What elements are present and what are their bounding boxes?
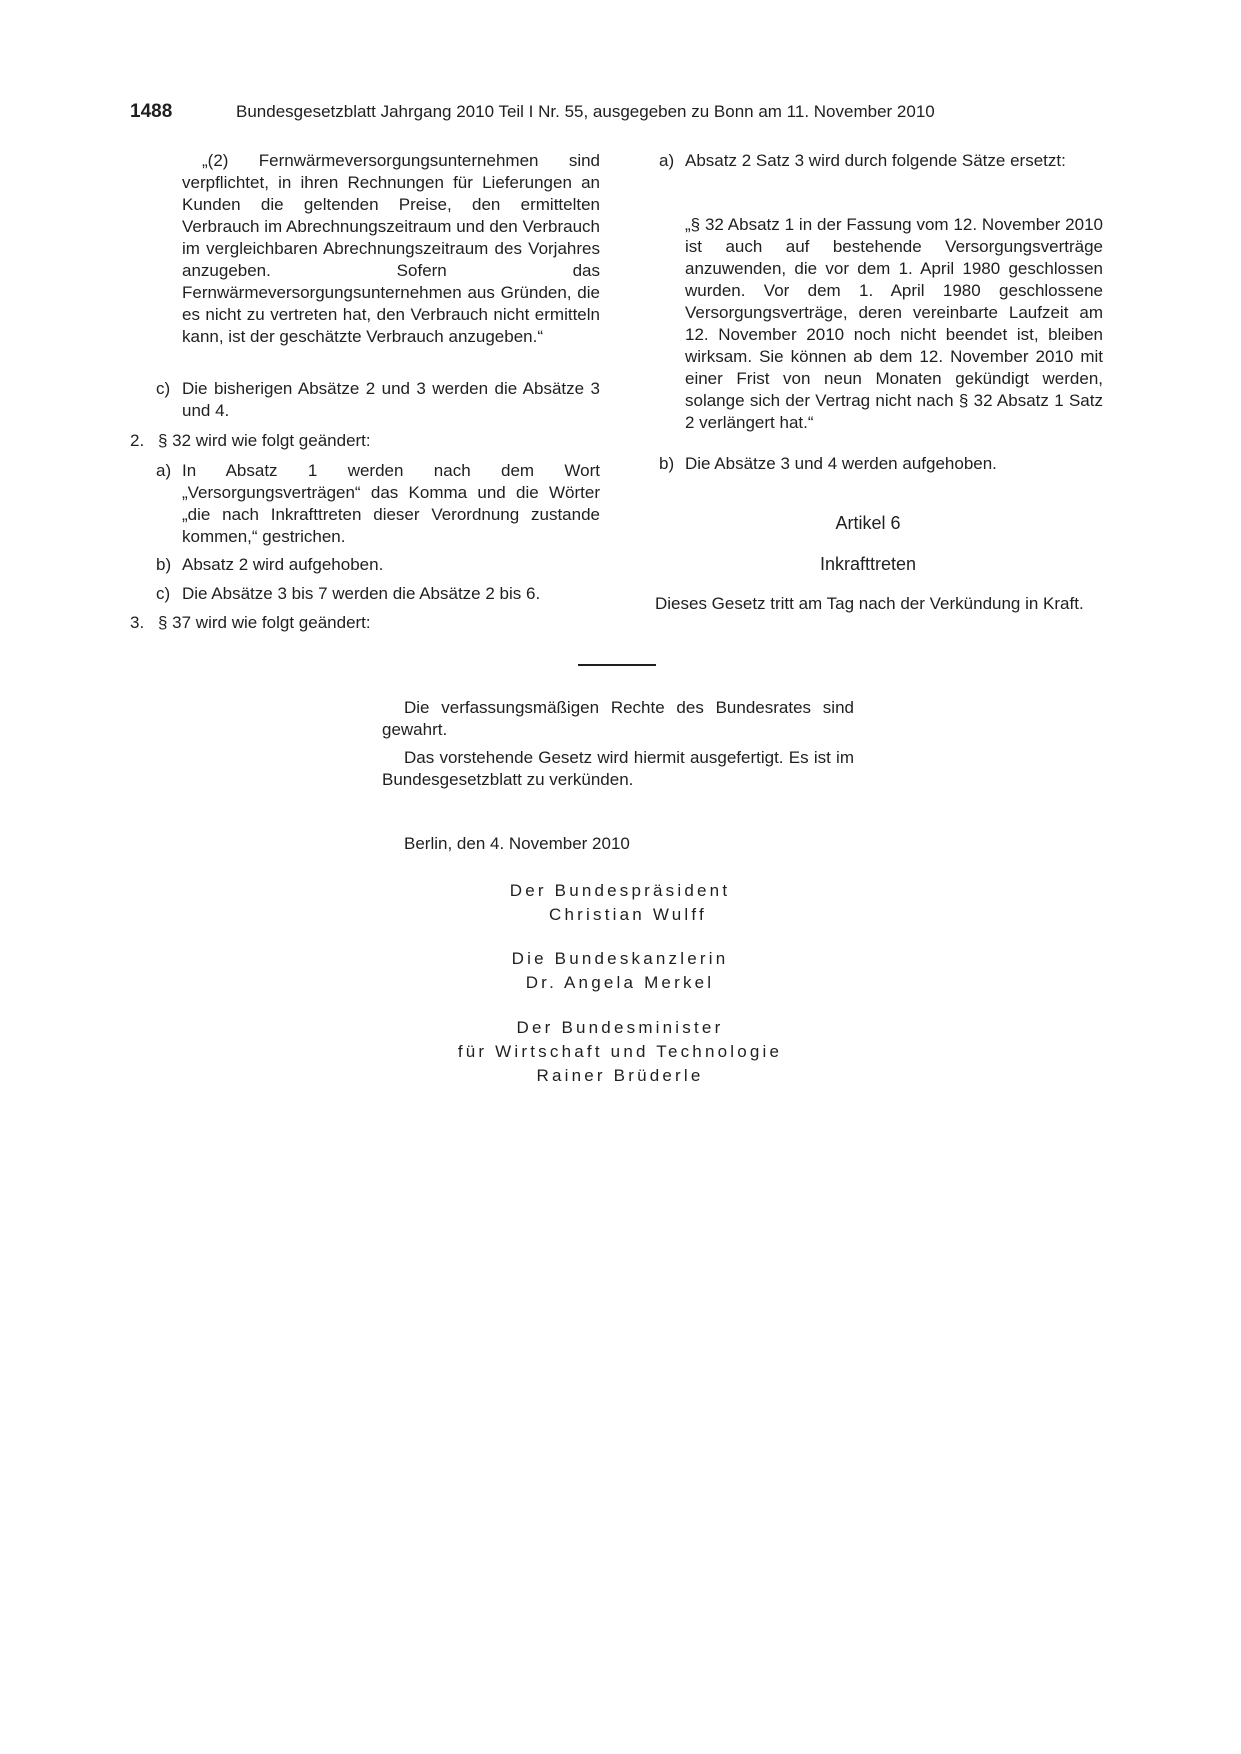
article-text-content: Dieses Gesetz tritt am Tag nach der Verkündung in Kraft. — [655, 594, 1084, 613]
list-label: c) — [156, 379, 171, 398]
list-item-a-satz3 — [633, 150, 1103, 172]
page-number: 1488 — [130, 101, 173, 122]
signature-minister — [380, 1016, 860, 1088]
list-item-text: Die Absätze 3 und 4 werden aufgehoben. — [685, 454, 997, 473]
page-header-title: Bundesgesetzblatt Jahrgang 2010 Teil I Nr. 55, ausgegeben zu Bonn am 11. November 2010 — [236, 102, 935, 121]
list-item-text: In Absatz 1 werden nach dem Wort „Versorgungsverträgen“ das Komma und die Wörter „die nach Inkrafttreten dieser Verordnung zustande kommen,“ gestrichen. — [182, 461, 600, 546]
article-heading: Artikel 6 — [835, 513, 901, 533]
quoted-paragraph-2 — [182, 150, 600, 348]
signature-chancellor — [380, 947, 860, 995]
article-title: Inkrafttreten — [819, 554, 917, 574]
quoted-paragraph-32-text: „§ 32 Absatz 1 in der Fassung vom 12. November 2010 ist auch auf bestehende Versorgungsverträge anzuwenden, die vor dem 1. April 1980 geschlossen wurden. Vor dem 1. April 1980 geschlossene Versorgungsverträge, deren vereinbarte Laufzeit am 12. November 2010 noch nicht beendet ist, bleiben wirksam. Sie können ab dem 12. November 2010 mit einer Frist von neun Monaten gekündigt werden, solange sich der Vertrag nicht nach § 32 Absatz 1 Satz 2 verlängert hat.“ — [685, 215, 1103, 432]
quoted-paragraph-32 — [685, 214, 1103, 434]
signatory-title-line-2: für Wirtschaft und Technologie — [457, 1042, 783, 1061]
list-item-text: Absatz 2 wird aufgehoben. — [182, 555, 384, 574]
signatory-title: Der Bundespräsident — [509, 881, 731, 900]
signatory-name: Christian Wulff — [549, 905, 707, 924]
list-item-2b — [130, 554, 600, 576]
list-label: 2. — [130, 431, 145, 450]
list-label: 3. — [130, 613, 145, 632]
closing-paragraph-2: Das vorstehende Gesetz wird hiermit ausgefertigt. Es ist im Bundesgesetzblatt zu verkünden. — [382, 748, 854, 789]
signature-president — [380, 879, 860, 927]
section-divider — [578, 664, 656, 666]
list-item-text: Die Absätze 3 bis 7 werden die Absätze 2 bis 6. — [182, 584, 541, 603]
place-and-date: Berlin, den 4. November 2010 — [404, 834, 630, 853]
list-label: b) — [156, 555, 172, 574]
list-item-text: § 32 wird wie folgt geändert: — [158, 431, 371, 450]
quoted-paragraph-2-text: „(2) Fernwärmeversorgungsunternehmen sind verpflichtet, in ihren Rechnungen für Lieferungen an Kunden die geltenden Preise, den ermittelten Verbrauch im Abrechnungszeitraum und den Verbrauch im vergleichbaren Abrechnungszeitraum des Vorjahres anzugeben. Sofern das Fernwärmeversorgungsunternehmen aus Gründen, die es nicht zu vertreten hat, den Verbrauch nicht ermitteln kann, ist der geschätzte Verbrauch anzugeben.“ — [182, 151, 600, 346]
list-label: a) — [156, 461, 172, 480]
list-item-2c — [130, 583, 600, 605]
list-label: c) — [156, 584, 171, 603]
signatory-name: Rainer Brüderle — [536, 1066, 704, 1085]
list-item-c-absaetze — [130, 378, 600, 422]
closing-block — [382, 697, 854, 855]
signatory-title: Die Bundeskanzlerin — [511, 949, 729, 968]
article-text — [633, 593, 1103, 615]
signatory-title: Der Bundesminister — [516, 1018, 724, 1037]
list-label: a) — [659, 151, 675, 170]
list-item-text: § 37 wird wie folgt geändert: — [158, 613, 371, 632]
list-item-b-aufgehoben — [633, 453, 1103, 475]
list-item-3 — [130, 612, 600, 634]
list-label: b) — [659, 454, 675, 473]
list-item-text: Absatz 2 Satz 3 wird durch folgende Sätze ersetzt: — [685, 151, 1066, 170]
list-item-2a — [130, 460, 600, 548]
signatory-name: Dr. Angela Merkel — [525, 973, 715, 992]
list-item-text: Die bisherigen Absätze 2 und 3 werden die Absätze 3 und 4. — [182, 379, 600, 420]
list-item-2 — [130, 430, 600, 452]
closing-paragraph-1: Die verfassungsmäßigen Rechte des Bundesrates sind gewahrt. — [382, 698, 854, 739]
